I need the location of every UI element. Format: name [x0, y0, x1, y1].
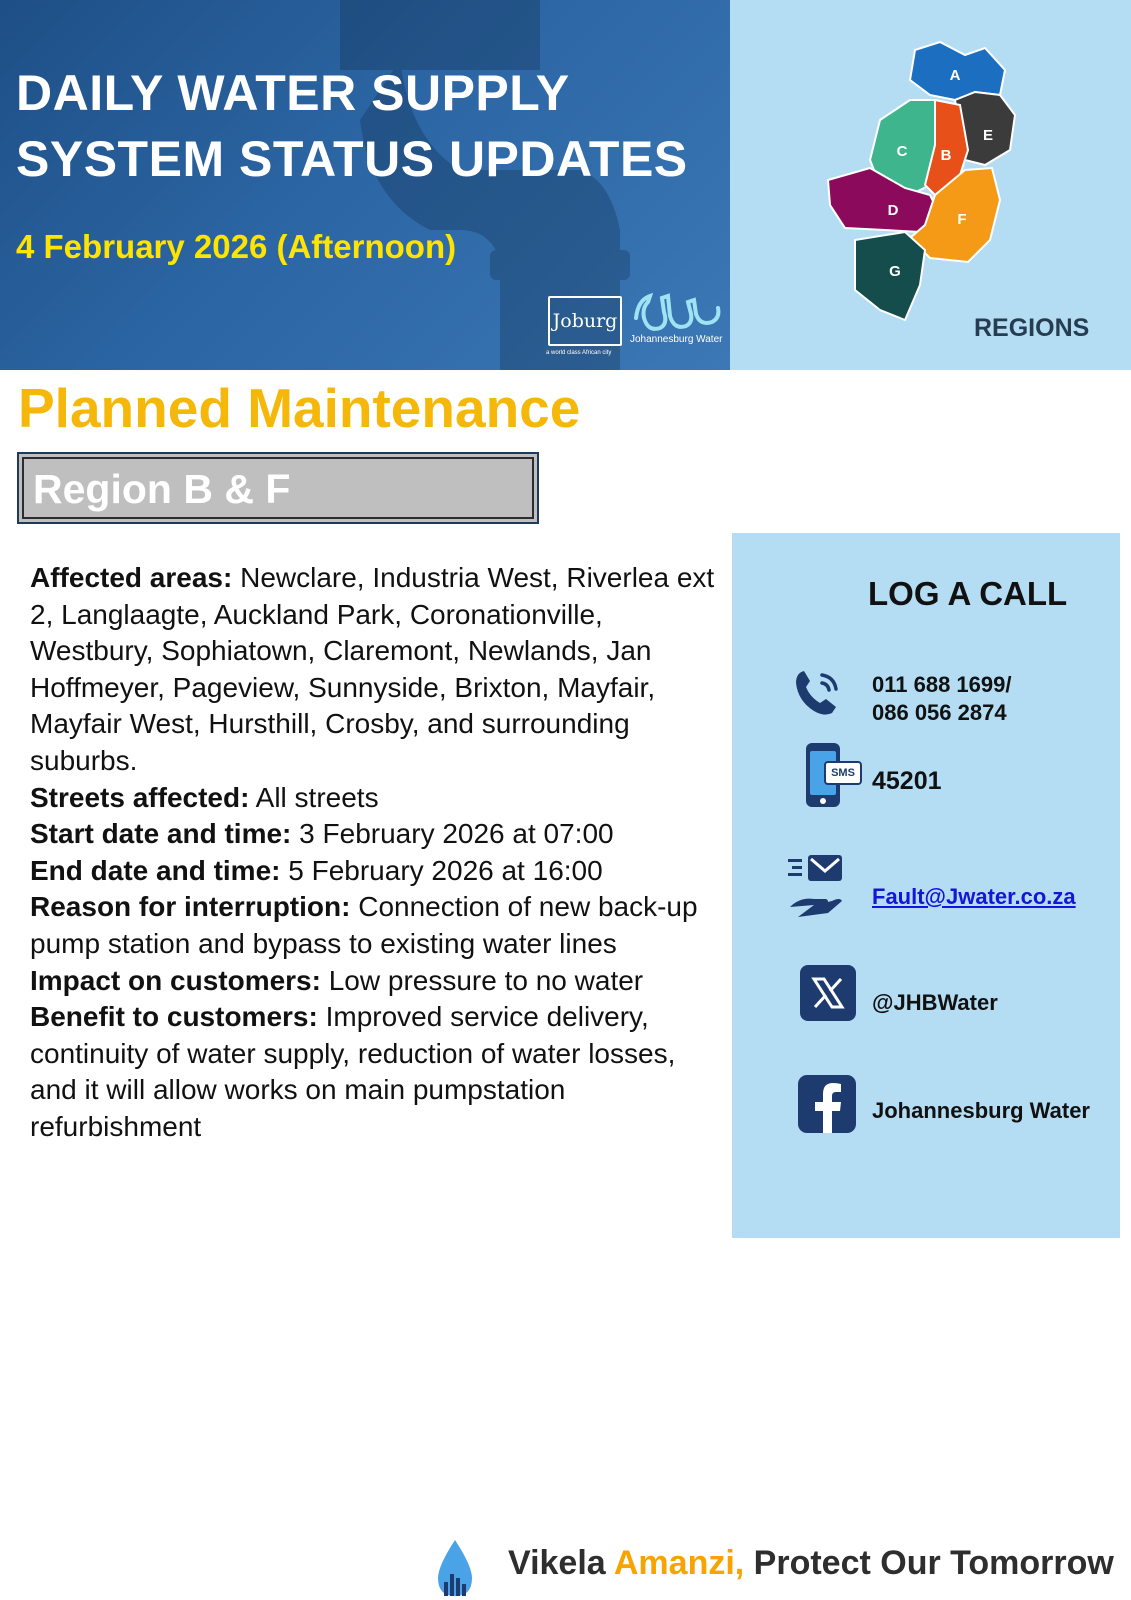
water-drop-icon — [430, 1538, 480, 1600]
svg-text:B: B — [940, 147, 952, 164]
facebook-icon[interactable] — [798, 1075, 856, 1133]
detail-value: Newclare, Industria West, Riverlea ext 2, Langlaagte, Auckland Park, Coronationville, Westbury, Sophiatown, Claremont, Newlands, Jan Hoffmeyer, Pageview, Sunnyside, Brixton, Mayfair, Mayfair West, Hursthill, Crosby, and surrounding suburbs. — [30, 562, 715, 776]
page-title: DAILY WATER SUPPLY SYSTEM STATUS UPDATES — [16, 65, 688, 187]
detail-value: 3 February 2026 at 07:00 — [291, 818, 614, 850]
detail-impact — [30, 963, 720, 1000]
detail-label: Affected areas: — [30, 562, 233, 593]
detail-value: Connection of new back-up pump station and bypass to existing water lines — [30, 891, 698, 959]
detail-streets-affected — [30, 780, 720, 817]
detail-affected-areas — [30, 560, 720, 780]
slogan-part-3: Protect Our Tomorrow — [744, 1544, 1114, 1582]
update-date: 4 February 2026 (Afternoon) — [16, 228, 457, 265]
facebook-page[interactable]: Johannesburg Water — [872, 1098, 1090, 1123]
email-address[interactable]: Fault@Jwater.co.za — [872, 884, 1076, 909]
svg-text:F: F — [957, 211, 967, 228]
detail-start-date — [30, 816, 720, 853]
svg-text:A: A — [949, 67, 961, 84]
slogan-part-1: Vikela — [508, 1544, 614, 1582]
detail-reason — [30, 889, 720, 962]
region-banner-label: Region B & F — [33, 466, 291, 512]
log-a-call-panel — [732, 533, 1120, 1238]
x-twitter-icon[interactable] — [800, 965, 856, 1021]
joburg-tagline: a world class African city — [546, 350, 612, 356]
detail-value: All streets — [249, 781, 379, 813]
log-a-call-title: LOG A CALL — [868, 575, 1068, 612]
footer-slogan — [508, 1544, 1114, 1583]
regions-label: REGIONS — [974, 314, 1090, 342]
johannesburg-water-logo-text: Johannesburg Water — [630, 334, 723, 345]
maintenance-details — [30, 560, 720, 1146]
detail-value: Improved service delivery, continuity of water supply, reduction of water losses, and it will allow works on main pumpstation refurbishment — [30, 1001, 676, 1142]
detail-label: Start date and time: — [30, 818, 292, 850]
detail-benefit — [30, 999, 720, 1145]
detail-end-date — [30, 853, 720, 890]
section-title: Planned Maintenance — [18, 377, 581, 439]
phone-icon — [792, 667, 844, 719]
slogan-part-2: Amanzi, — [613, 1544, 745, 1582]
detail-value: 5 February 2026 at 16:00 — [280, 854, 603, 886]
phone-number-2[interactable]: 086 056 2874 — [872, 700, 1007, 725]
email-icon — [784, 851, 846, 921]
detail-label: Streets affected: — [30, 781, 250, 813]
regions-map-panel — [730, 0, 1131, 370]
detail-label: Impact on customers: — [30, 964, 321, 996]
email-link[interactable] — [872, 883, 1076, 911]
twitter-handle[interactable]: @JHBWater — [872, 990, 998, 1015]
svg-text:D: D — [887, 202, 899, 219]
header-banner — [0, 0, 730, 370]
detail-label: Benefit to customers: — [30, 1001, 318, 1033]
svg-text:C: C — [896, 143, 908, 160]
svg-text:G: G — [889, 263, 901, 280]
svg-text:E: E — [982, 127, 994, 144]
detail-label: End date and time: — [30, 854, 281, 886]
detail-value: Low pressure to no water — [320, 964, 644, 996]
region-banner — [17, 452, 539, 524]
sms-number[interactable]: 45201 — [872, 767, 942, 795]
phone-number-1[interactable]: 011 688 1699/ — [872, 672, 1012, 697]
joburg-logo: Joburg — [548, 296, 622, 346]
sms-badge-icon: SMS — [824, 761, 862, 785]
detail-label: Reason for interruption: — [30, 891, 351, 923]
